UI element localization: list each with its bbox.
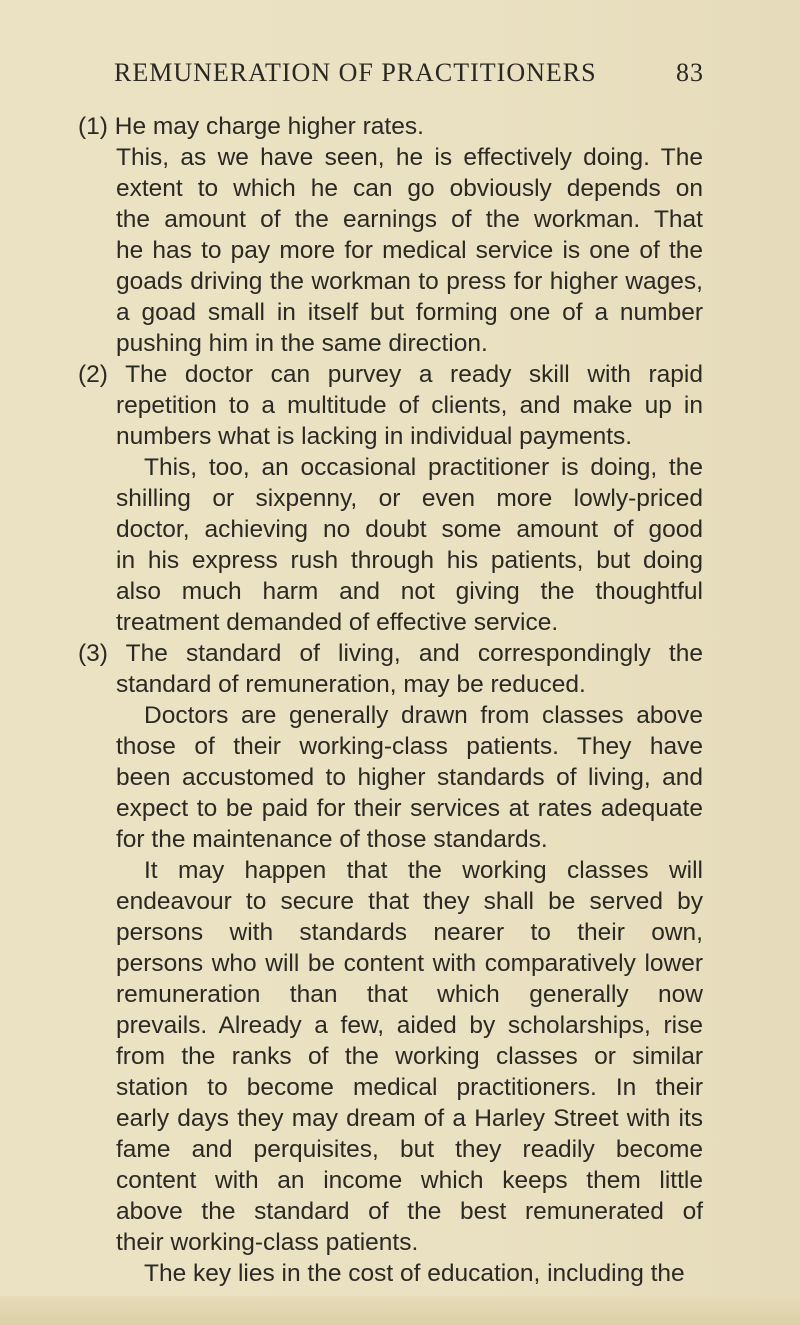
- text-line: for the maintenance of those standards.: [116, 826, 548, 853]
- text-line: doctor, achieving no doubt some amount of good: [116, 516, 703, 543]
- running-header: [114, 58, 704, 98]
- text-line: he has to pay more for medical service is one of the: [116, 237, 703, 264]
- text-line: The key lies in the cost of education, including the: [144, 1260, 685, 1287]
- text-line: Doctors are generally drawn from classes above: [144, 702, 703, 729]
- page-number: 83: [676, 58, 704, 87]
- text-line: those of their working-class patients. They have: [116, 733, 703, 760]
- running-title: REMUNERATION OF PRACTITIONERS: [114, 58, 597, 87]
- text-line: fame and perquisites, but they readily become: [116, 1136, 703, 1163]
- text-line: content with an income which keeps them little: [116, 1167, 703, 1194]
- text-line: (2) The doctor can purvey a ready skill with rapid: [78, 361, 703, 388]
- text-line: from the ranks of the working classes or similar: [116, 1043, 703, 1070]
- text-line: repetition to a multitude of clients, and make up in: [116, 392, 703, 419]
- text-line: extent to which he can go obviously depends on: [116, 175, 703, 202]
- text-line: pushing him in the same direction.: [116, 330, 488, 357]
- text-line: in his express rush through his patients, but doing: [116, 547, 703, 574]
- text-line: (1) He may charge higher rates.: [78, 113, 424, 140]
- text-line: early days they may dream of a Harley Street with its: [116, 1105, 703, 1132]
- text-line: been accustomed to higher standards of living, and: [116, 764, 703, 791]
- text-line: above the standard of the best remunerated of: [116, 1198, 703, 1225]
- text-line: It may happen that the working classes will: [144, 857, 703, 884]
- text-line: prevails. Already a few, aided by scholarships, rise: [116, 1012, 703, 1039]
- text-line: goads driving the workman to press for higher wages,: [116, 268, 703, 295]
- text-line: station to become medical practitioners. In their: [116, 1074, 703, 1101]
- text-line: persons who will be content with comparatively lower: [116, 950, 703, 977]
- text-line: treatment demanded of effective service.: [116, 609, 559, 636]
- text-line: standard of remuneration, may be reduced.: [116, 671, 586, 698]
- text-line: shilling or sixpenny, or even more lowly-priced: [116, 485, 703, 512]
- text-line: remuneration than that which generally now: [116, 981, 703, 1008]
- text-line: endeavour to secure that they shall be served by: [116, 888, 703, 915]
- text-line: expect to be paid for their services at rates adequate: [116, 795, 703, 822]
- page-bottom-edge: [0, 1296, 800, 1325]
- text-line: the amount of the earnings of the workman. That: [116, 206, 703, 233]
- text-line: This, as we have seen, he is effectively doing. The: [116, 144, 703, 171]
- text-line: also much harm and not giving the thoughtful: [116, 578, 703, 605]
- text-line: (3) The standard of living, and correspondingly the: [78, 640, 703, 667]
- text-line: persons with standards nearer to their own,: [116, 919, 703, 946]
- text-line: their working-class patients.: [116, 1229, 419, 1256]
- text-line: This, too, an occasional practitioner is doing, the: [144, 454, 703, 481]
- text-line: numbers what is lacking in individual payments.: [116, 423, 633, 450]
- text-line: a goad small in itself but forming one of a number: [116, 299, 703, 326]
